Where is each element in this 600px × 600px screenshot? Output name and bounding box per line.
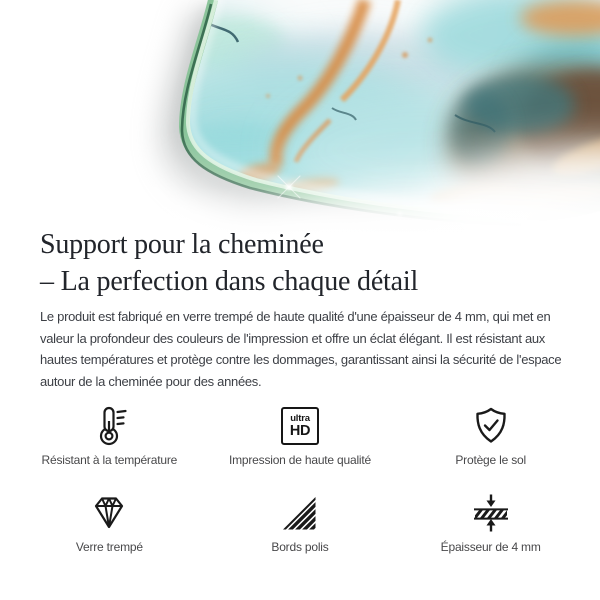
feature-temperature-resistant: [14, 404, 205, 467]
description-line: autour de la cheminée pour des années.: [40, 373, 262, 389]
shield-check-icon: [469, 404, 513, 448]
ultra-hd-icon: [281, 404, 319, 448]
title-line-1: Support pour la cheminée: [40, 229, 324, 260]
diamond-icon: [87, 491, 131, 535]
feature-label: Verre trempé: [75, 540, 143, 554]
product-description: [40, 306, 570, 392]
thickness-compress-icon: [469, 491, 513, 535]
text-block: [0, 226, 600, 392]
feature-thickness-4mm: [395, 491, 586, 554]
thermometer-icon: [87, 404, 131, 448]
feature-label: Protège le sol: [455, 453, 526, 467]
page-title: [40, 226, 570, 300]
feature-label: Épaisseur de 4 mm: [440, 540, 541, 554]
ultra-hd-icon-text-top: ultra: [290, 412, 310, 424]
feature-high-quality-print: [205, 404, 396, 467]
description-line: hautes températures et protège contre les dommages, garantissant ainsi la sécurité de l'espace: [40, 352, 562, 367]
polished-edges-icon: [278, 491, 322, 535]
features-grid: [0, 404, 600, 554]
feature-floor-protection: [395, 404, 586, 467]
feature-label: Résistant à la température: [41, 453, 178, 467]
description-line: valeur la profondeur des couleurs de l'impression et offre un éclat élégant. Il est résistant aux: [40, 330, 545, 346]
ultra-hd-icon-text-bottom: HD: [289, 423, 311, 439]
feature-polished-edges: [205, 491, 396, 554]
description-line: Le produit est fabriqué en verre trempé de haute qualité d'une épaisseur de 4 mm, qui met en: [40, 309, 551, 324]
feature-tempered-glass: [14, 491, 205, 554]
title-line-2: – La perfection dans chaque détail: [40, 266, 419, 297]
feature-label: Bords polis: [271, 540, 329, 554]
feature-label: Impression de haute qualité: [228, 453, 371, 467]
